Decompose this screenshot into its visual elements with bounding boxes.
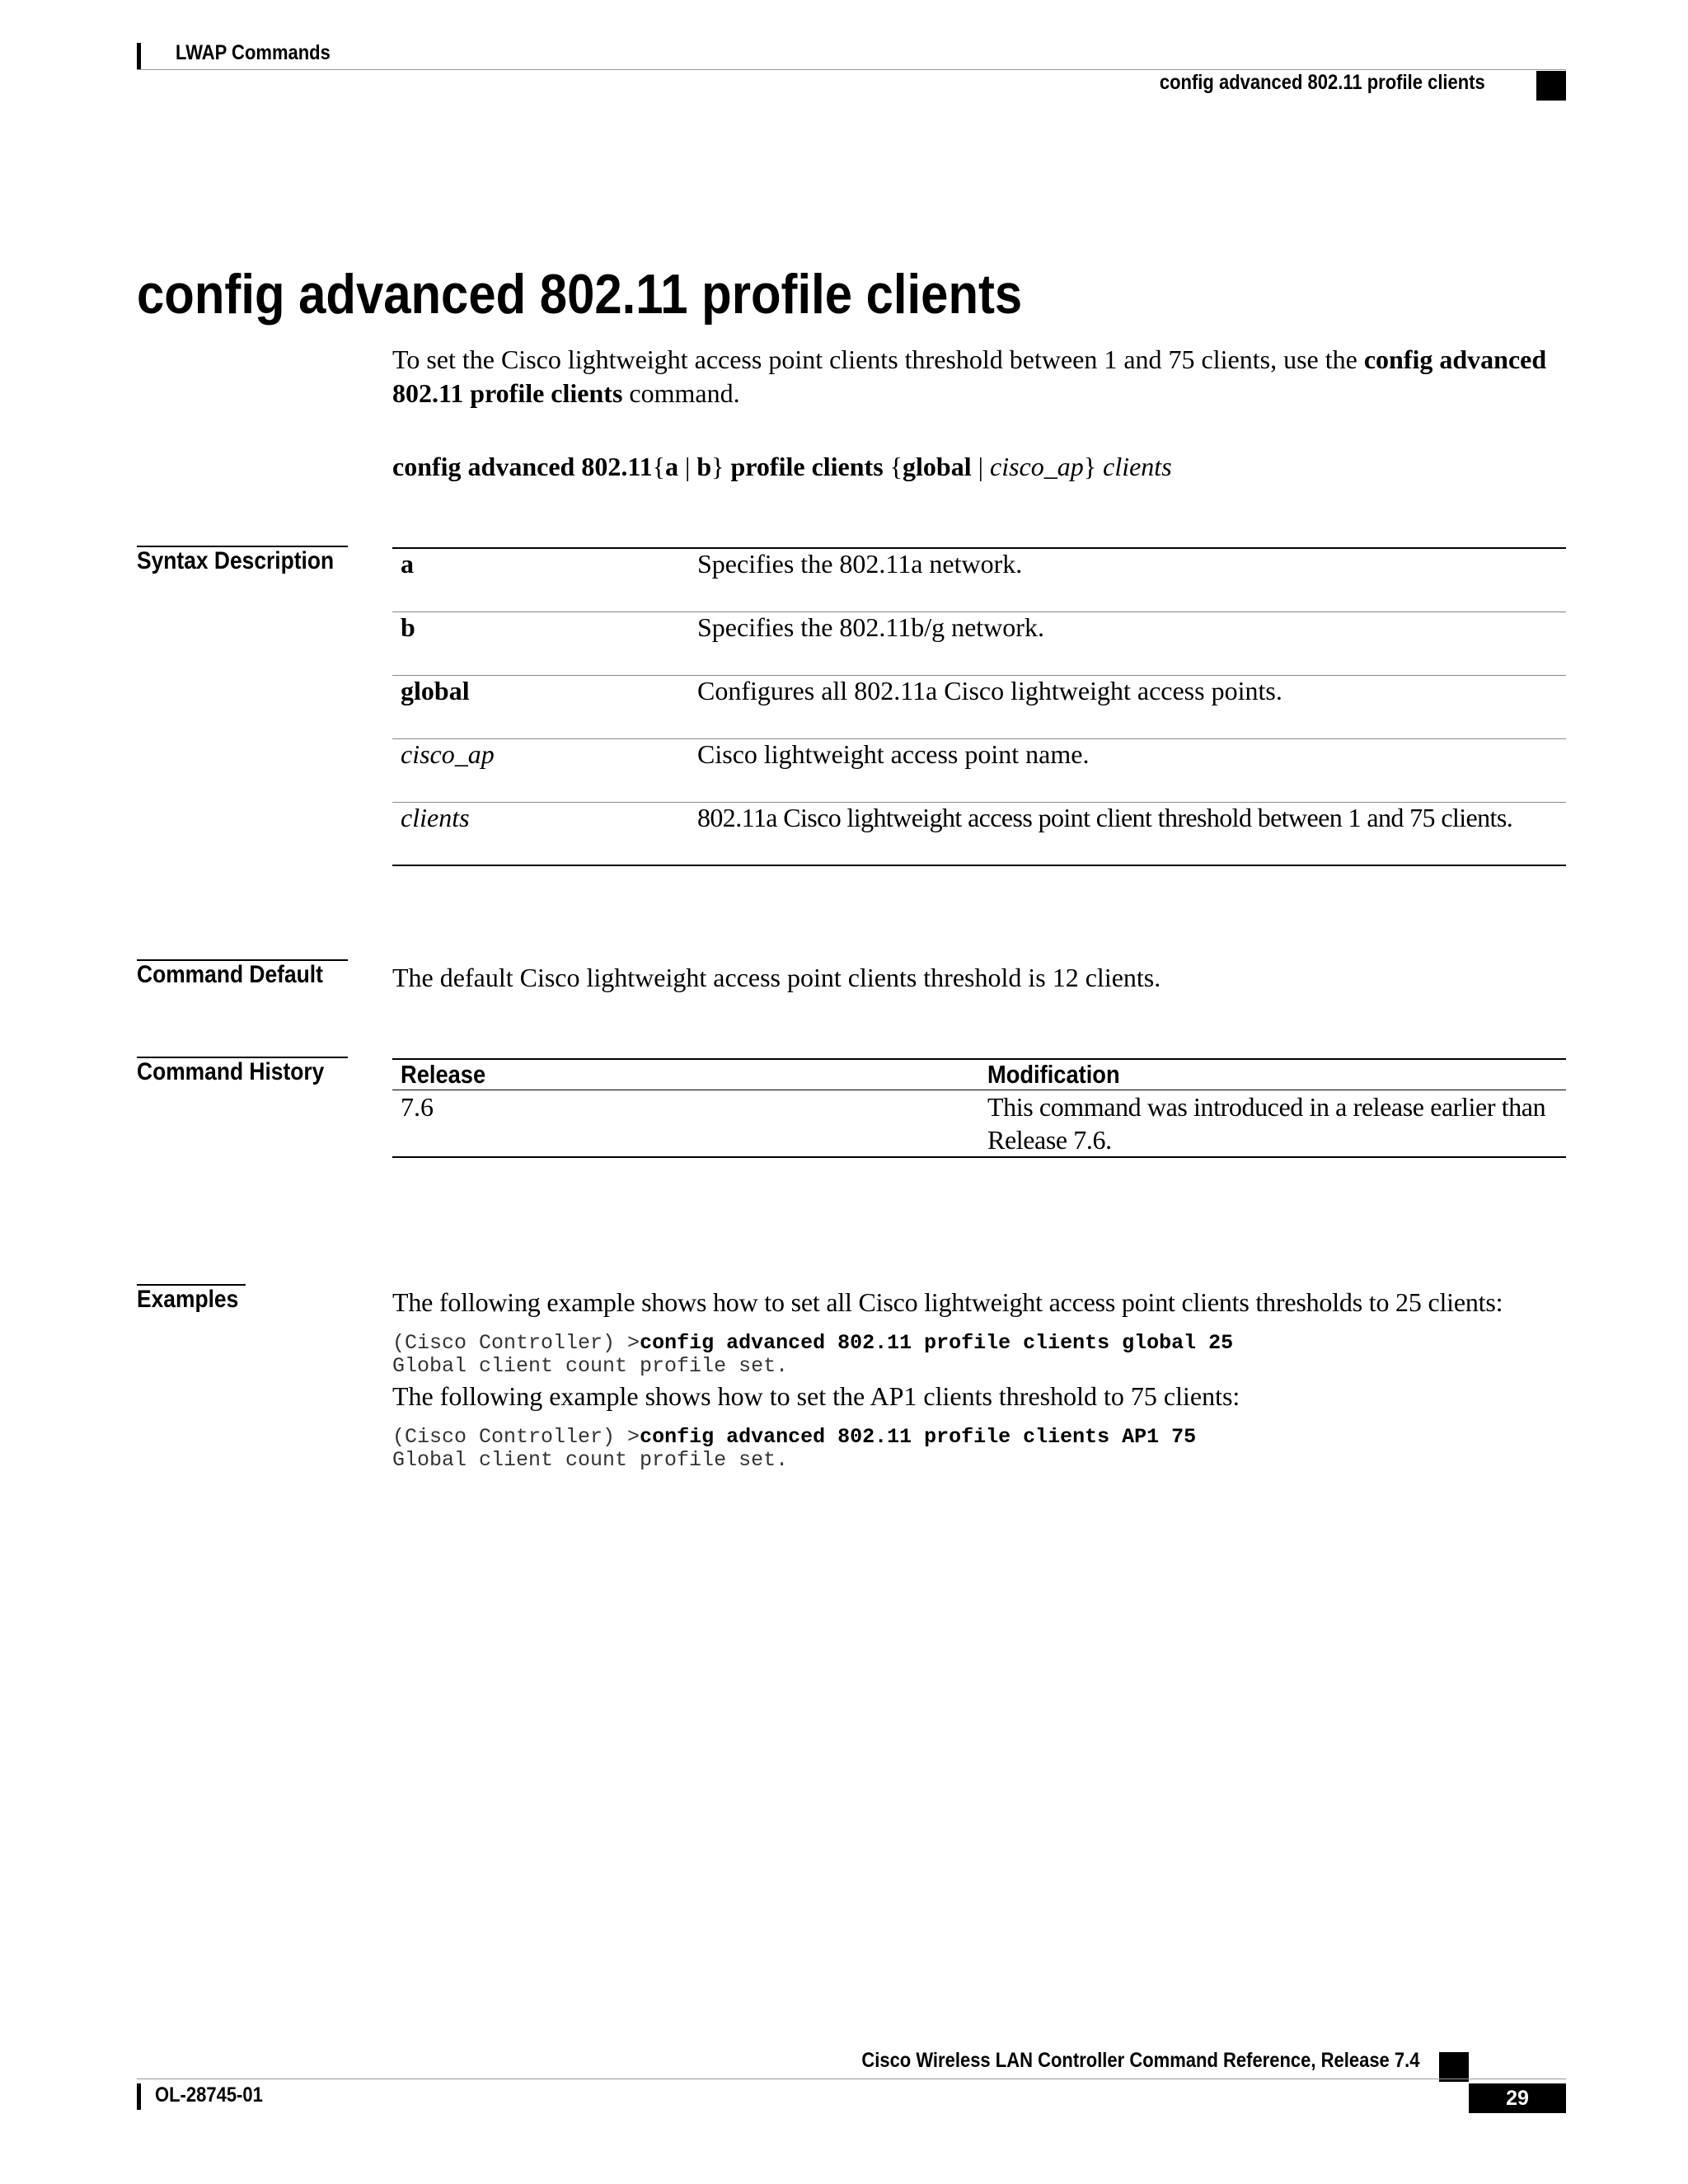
param-name: cisco_ap (392, 738, 689, 802)
header-chapter: LWAP Commands (176, 41, 331, 64)
syntax-part: b (696, 452, 712, 481)
example-2-text: The following example shows how to set the AP1 clients threshold to 75 clients: (392, 1381, 1240, 1411)
param-name: b (392, 612, 689, 675)
code-prompt: (Cisco Controller) > (392, 1331, 640, 1355)
command-default-text: The default Cisco lightweight access point clients threshold is 12 clients. (392, 963, 1161, 992)
history-table (392, 1058, 1566, 1158)
syntax-description-label: Syntax Description (137, 547, 335, 574)
footer-book-title: Cisco Wireless LAN Controller Command Reference, Release 7.4 (860, 2049, 1419, 2072)
syntax-part: | (678, 452, 697, 481)
footer-block (1439, 2052, 1469, 2082)
side-rule (137, 1284, 246, 1286)
command-history-label: Command History (137, 1058, 325, 1085)
param-name: global (392, 675, 689, 738)
intro-paragraph (392, 343, 1566, 410)
header-bar (137, 43, 141, 69)
table-row (392, 1090, 1566, 1158)
code-command: config advanced 802.11 profile clients global 25 (640, 1331, 1234, 1355)
syntax-line (392, 450, 1566, 484)
example-2-code (392, 1426, 1196, 1472)
intro-pre: To set the Cisco lightweight access point clients threshold between 1 and 75 clients, use the (392, 344, 1364, 374)
syntax-part: | (971, 452, 990, 481)
intro-post: command. (622, 378, 740, 408)
examples-label: Examples (137, 1286, 239, 1313)
syntax-part: a (664, 452, 678, 481)
param-desc: 802.11a Cisco lightweight access point client threshold between 1 and 75 clients. (689, 802, 1566, 865)
param-name: clients (392, 802, 689, 865)
page-title: config advanced 802.11 profile clients (137, 263, 1023, 326)
header-section: config advanced 802.11 profile clients (1160, 71, 1485, 94)
header-block (1536, 71, 1566, 101)
column-header-modification: Modification (987, 1060, 1120, 1089)
syntax-part: cisco_ap (990, 452, 1084, 481)
intro-cmd: config advanced 802.11 profile clients (392, 344, 1547, 408)
modification-cell: This command was introduced in a release earlier than Release 7.6. (987, 1092, 1546, 1155)
syntax-part: { (652, 452, 665, 481)
code-prompt: (Cisco Controller) > (392, 1425, 640, 1449)
syntax-part: } (711, 452, 724, 481)
syntax-part: profile clients (724, 452, 890, 481)
table-header-row (392, 1059, 1566, 1090)
example-1-code (392, 1332, 1233, 1378)
side-rule (137, 1057, 348, 1058)
code-output: Global client count profile set. (392, 1354, 789, 1378)
side-rule (137, 546, 348, 547)
page-number: 29 (1469, 2083, 1566, 2113)
command-default-label: Command Default (137, 961, 323, 988)
table-row (392, 738, 1566, 802)
syntax-table (392, 547, 1566, 866)
table-row (392, 548, 1566, 612)
release-cell: 7.6 (401, 1092, 434, 1122)
header-rule (137, 69, 1566, 70)
table-row (392, 675, 1566, 738)
code-command: config advanced 802.11 profile clients AP1 75 (640, 1425, 1197, 1449)
param-desc: Cisco lightweight access point name. (689, 738, 1566, 802)
syntax-part: global (903, 452, 972, 481)
table-row (392, 802, 1566, 865)
param-desc: Specifies the 802.11a network. (697, 549, 1023, 579)
code-output: Global client count profile set. (392, 1448, 789, 1472)
table-row (392, 612, 1566, 675)
footer-bar (137, 2083, 141, 2110)
param-desc: Specifies the 802.11b/g network. (689, 612, 1566, 675)
syntax-part: clients (1096, 452, 1172, 481)
example-1-text: The following example shows how to set all Cisco lightweight access point clients thresholds to 25 clients: (392, 1287, 1503, 1317)
param-desc: Configures all 802.11a Cisco lightweight access points. (689, 675, 1566, 738)
param-name: a (401, 549, 414, 579)
footer-doc-number: OL-28745-01 (155, 2083, 263, 2107)
side-rule (137, 959, 348, 961)
syntax-part: config advanced 802.11 (392, 452, 653, 481)
column-header-release: Release (401, 1060, 486, 1089)
syntax-part: } (1083, 452, 1097, 481)
syntax-part: { (889, 452, 903, 481)
